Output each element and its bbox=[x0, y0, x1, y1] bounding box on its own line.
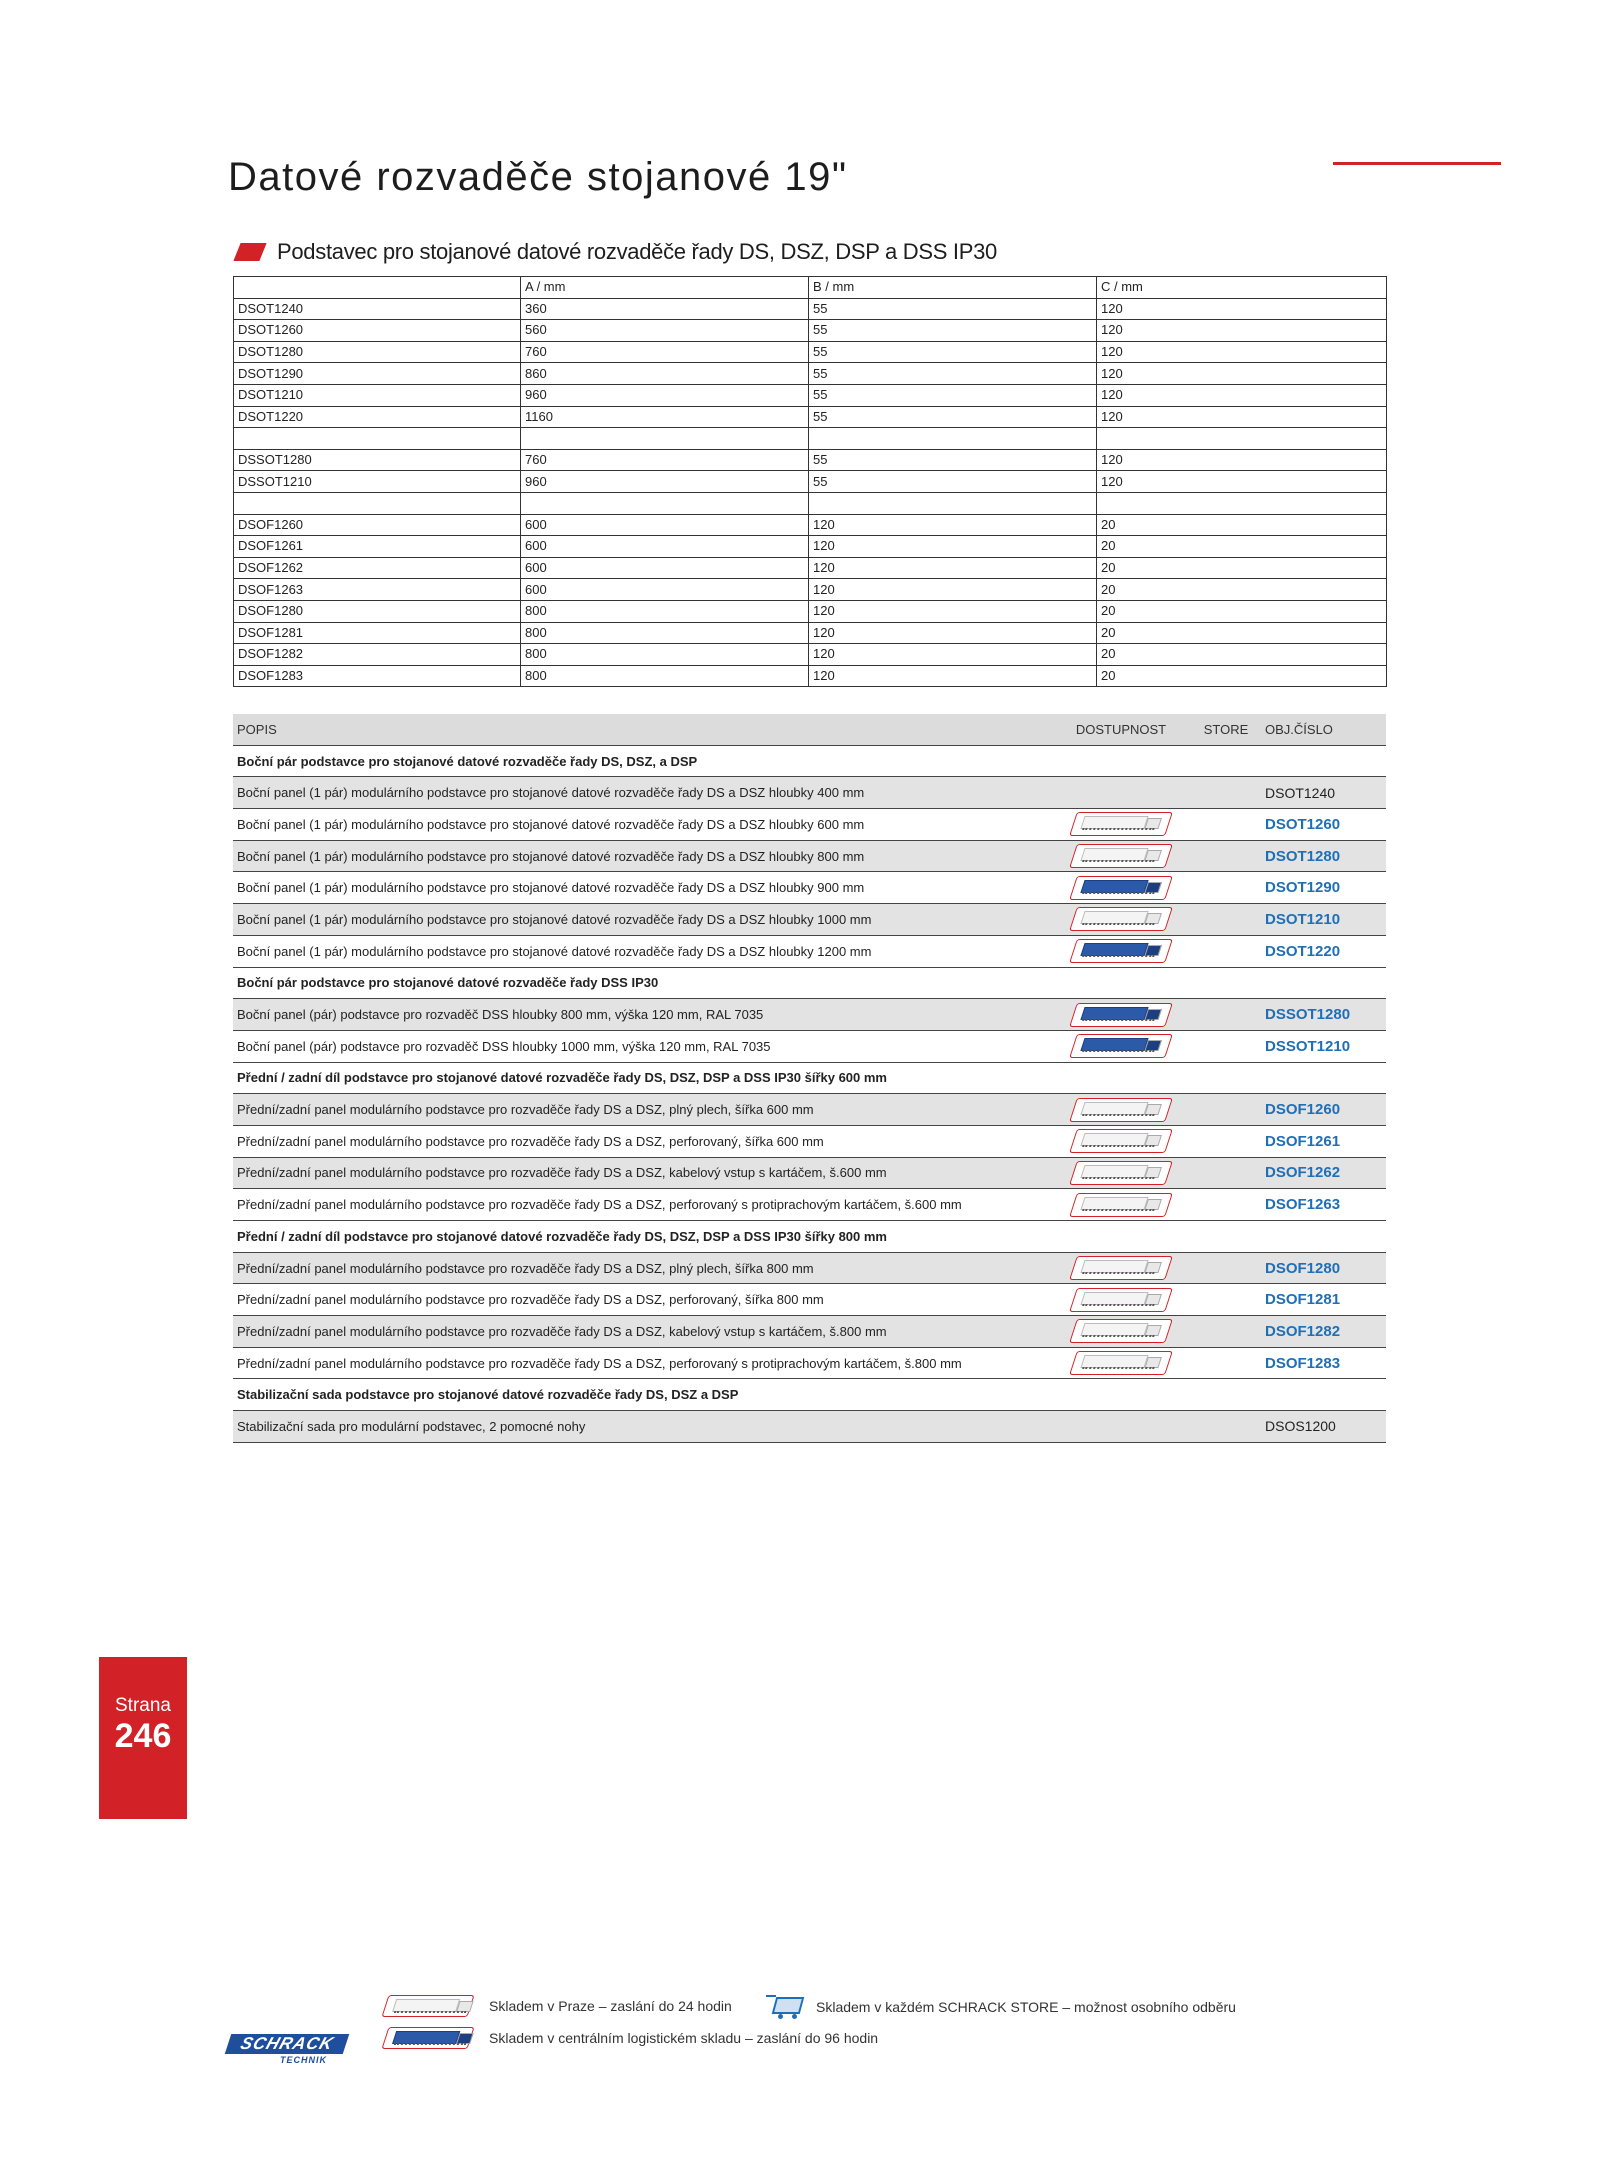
order-code-link[interactable]: DSOF1280 bbox=[1261, 1252, 1386, 1284]
dims-cell: 120 bbox=[809, 536, 1097, 558]
dims-cell: DSOT1260 bbox=[234, 320, 521, 342]
product-row bbox=[233, 1157, 1386, 1189]
white-truck-icon bbox=[1069, 1351, 1173, 1375]
logo-subtitle: TECHNIK bbox=[280, 2055, 327, 2065]
dims-row bbox=[234, 492, 1387, 514]
availability-cell bbox=[1051, 935, 1191, 967]
store-cell bbox=[1191, 1284, 1261, 1316]
availability-cell bbox=[1051, 999, 1191, 1031]
store-cell bbox=[1191, 1094, 1261, 1126]
dims-cell: 55 bbox=[809, 298, 1097, 320]
dimensions-table bbox=[233, 276, 1387, 687]
store-cell bbox=[1191, 1316, 1261, 1348]
store-cell bbox=[1191, 1125, 1261, 1157]
store-cell bbox=[1191, 1030, 1261, 1062]
dims-cell: 20 bbox=[1097, 665, 1387, 687]
blue-truck-icon bbox=[1069, 1034, 1173, 1058]
white-truck-icon bbox=[1069, 1256, 1173, 1280]
store-cell bbox=[1191, 809, 1261, 841]
dims-cell: 800 bbox=[521, 644, 809, 666]
product-row bbox=[233, 1252, 1386, 1284]
page-number-tab bbox=[99, 1657, 187, 1819]
dims-cell: 20 bbox=[1097, 579, 1387, 601]
store-cell bbox=[1191, 1157, 1261, 1189]
white-truck-icon bbox=[1069, 1161, 1173, 1185]
dims-cell: DSOF1263 bbox=[234, 579, 521, 601]
blue-truck-icon bbox=[1069, 939, 1173, 963]
dims-cell: DSOF1282 bbox=[234, 644, 521, 666]
dims-cell: 120 bbox=[809, 600, 1097, 622]
product-description: Přední/zadní panel modulárního podstavce pro rozvaděče řady DS a DSZ, kabelový vstup s kartáčem, š.800 mm bbox=[233, 1316, 1051, 1348]
order-code-link[interactable]: DSOF1283 bbox=[1261, 1347, 1386, 1379]
dims-cell: 800 bbox=[521, 622, 809, 644]
red-marker-icon bbox=[233, 243, 266, 261]
dims-cell: 120 bbox=[1097, 471, 1387, 493]
order-code-link[interactable]: DSOF1262 bbox=[1261, 1157, 1386, 1189]
schrack-logo bbox=[228, 2034, 348, 2064]
page-title: Datové rozvaděče stojanové 19" bbox=[228, 154, 848, 199]
dims-cell: 800 bbox=[521, 600, 809, 622]
availability-cell bbox=[1051, 1125, 1191, 1157]
dims-cell: 600 bbox=[521, 514, 809, 536]
availability-cell bbox=[1051, 1157, 1191, 1189]
availability-cell bbox=[1051, 777, 1191, 809]
dims-cell: DSOT1290 bbox=[234, 363, 521, 385]
group-heading: Přední / zadní díl podstavce pro stojanové datové rozvaděče řady DS, DSZ, DSP a DSS IP30 šířky 600 mm bbox=[233, 1062, 1386, 1094]
header-store: STORE bbox=[1191, 714, 1261, 745]
white-truck-icon bbox=[1069, 844, 1173, 868]
dims-cell: DSSOT1280 bbox=[234, 449, 521, 471]
dims-cell bbox=[1097, 428, 1387, 450]
product-description: Boční panel (1 pár) modulárního podstavce pro stojanové datové rozvaděče řady DS a DSZ hloubky 400 mm bbox=[233, 777, 1051, 809]
product-row bbox=[233, 935, 1386, 967]
white-truck-icon bbox=[381, 1995, 474, 2017]
white-truck-icon bbox=[1069, 1098, 1173, 1122]
dims-cell: 120 bbox=[809, 622, 1097, 644]
dims-cell: 1160 bbox=[521, 406, 809, 428]
dims-cell: DSOF1283 bbox=[234, 665, 521, 687]
dims-cell: 55 bbox=[809, 406, 1097, 428]
dims-cell: 860 bbox=[521, 363, 809, 385]
dims-cell bbox=[234, 428, 521, 450]
dims-cell: 960 bbox=[521, 384, 809, 406]
availability-cell bbox=[1051, 904, 1191, 936]
dims-cell: 20 bbox=[1097, 557, 1387, 579]
shopping-cart-icon bbox=[766, 1995, 804, 2019]
dims-row bbox=[234, 341, 1387, 363]
dims-cell: 55 bbox=[809, 471, 1097, 493]
legend-prague-text: Skladem v Praze – zaslání do 24 hodin bbox=[489, 1998, 732, 2014]
product-row bbox=[233, 1030, 1386, 1062]
product-row bbox=[233, 904, 1386, 936]
dims-header-row bbox=[234, 277, 1387, 299]
dims-row bbox=[234, 428, 1387, 450]
product-row bbox=[233, 872, 1386, 904]
availability-cell bbox=[1051, 1252, 1191, 1284]
dims-cell: DSOT1240 bbox=[234, 298, 521, 320]
dims-header-cell: A / mm bbox=[521, 277, 809, 299]
dims-cell: DSOF1280 bbox=[234, 600, 521, 622]
dims-cell: 600 bbox=[521, 536, 809, 558]
dims-row bbox=[234, 536, 1387, 558]
product-description: Boční panel (1 pár) modulárního podstavce pro stojanové datové rozvaděče řady DS a DSZ hloubky 800 mm bbox=[233, 840, 1051, 872]
dims-row bbox=[234, 449, 1387, 471]
dims-cell: DSOF1281 bbox=[234, 622, 521, 644]
store-cell bbox=[1191, 777, 1261, 809]
order-code-link[interactable]: DSSOT1280 bbox=[1261, 999, 1386, 1031]
dims-row bbox=[234, 600, 1387, 622]
group-heading-row bbox=[233, 967, 1386, 999]
white-truck-icon bbox=[1069, 1288, 1173, 1312]
order-code-link[interactable]: DSOT1220 bbox=[1261, 935, 1386, 967]
dims-cell bbox=[521, 492, 809, 514]
order-code-link[interactable]: DSOF1260 bbox=[1261, 1094, 1386, 1126]
dims-cell bbox=[234, 492, 521, 514]
logo-wordmark: SCHRACK bbox=[225, 2034, 349, 2054]
group-heading: Přední / zadní díl podstavce pro stojanové datové rozvaděče řady DS, DSZ, DSP a DSS IP30 šířky 800 mm bbox=[233, 1221, 1386, 1253]
product-description: Boční panel (1 pár) modulárního podstavce pro stojanové datové rozvaděče řady DS a DSZ hloubky 600 mm bbox=[233, 809, 1051, 841]
dims-cell: DSOT1280 bbox=[234, 341, 521, 363]
dims-header-cell bbox=[234, 277, 521, 299]
dims-cell: DSSOT1210 bbox=[234, 471, 521, 493]
dims-cell: 600 bbox=[521, 579, 809, 601]
dims-cell: 20 bbox=[1097, 536, 1387, 558]
order-code-link[interactable]: DSOF1263 bbox=[1261, 1189, 1386, 1221]
dims-cell: 55 bbox=[809, 363, 1097, 385]
dims-cell: 120 bbox=[1097, 449, 1387, 471]
dims-cell: 360 bbox=[521, 298, 809, 320]
dims-cell: 960 bbox=[521, 471, 809, 493]
white-truck-icon bbox=[1069, 1129, 1173, 1153]
dims-header-cell: C / mm bbox=[1097, 277, 1387, 299]
dims-cell: 760 bbox=[521, 449, 809, 471]
store-cell bbox=[1191, 1411, 1261, 1443]
product-row bbox=[233, 1094, 1386, 1126]
dims-cell: 120 bbox=[1097, 406, 1387, 428]
dims-cell: DSOF1260 bbox=[234, 514, 521, 536]
order-code-link[interactable]: DSOT1280 bbox=[1261, 840, 1386, 872]
product-description: Přední/zadní panel modulárního podstavce pro rozvaděče řady DS a DSZ, plný plech, šířka 800 mm bbox=[233, 1252, 1051, 1284]
dims-cell: 120 bbox=[809, 514, 1097, 536]
order-code-link[interactable]: DSOF1261 bbox=[1261, 1125, 1386, 1157]
title-rule bbox=[1333, 162, 1501, 165]
page-number: 246 bbox=[114, 1717, 172, 1755]
store-cell bbox=[1191, 1189, 1261, 1221]
dims-row bbox=[234, 320, 1387, 342]
section-heading bbox=[233, 237, 997, 267]
availability-cell bbox=[1051, 1094, 1191, 1126]
product-row bbox=[233, 1189, 1386, 1221]
dims-cell: DSOT1220 bbox=[234, 406, 521, 428]
dims-cell bbox=[809, 492, 1097, 514]
availability-cell bbox=[1051, 1284, 1191, 1316]
availability-cell bbox=[1051, 1347, 1191, 1379]
group-heading-row bbox=[233, 1221, 1386, 1253]
group-heading-row bbox=[233, 1379, 1386, 1411]
product-row bbox=[233, 809, 1386, 841]
dims-cell: 20 bbox=[1097, 514, 1387, 536]
legend-central-text: Skladem v centrálním logistickém skladu – zaslání do 96 hodin bbox=[489, 2030, 879, 2046]
dims-cell: 760 bbox=[521, 341, 809, 363]
product-row bbox=[233, 840, 1386, 872]
dims-cell: 120 bbox=[1097, 384, 1387, 406]
order-code-link[interactable]: DSOT1210 bbox=[1261, 904, 1386, 936]
white-truck-icon bbox=[1069, 1319, 1173, 1343]
product-description: Boční panel (1 pár) modulárního podstavce pro stojanové datové rozvaděče řady DS a DSZ hloubky 900 mm bbox=[233, 872, 1051, 904]
dims-cell: DSOF1261 bbox=[234, 536, 521, 558]
dims-cell bbox=[1097, 492, 1387, 514]
order-code-link[interactable]: DSOF1282 bbox=[1261, 1316, 1386, 1348]
product-description: Boční panel (1 pár) modulárního podstavce pro stojanové datové rozvaděče řady DS a DSZ hloubky 1200 mm bbox=[233, 935, 1051, 967]
dims-cell: 55 bbox=[809, 449, 1097, 471]
product-description: Stabilizační sada pro modulární podstavec, 2 pomocné nohy bbox=[233, 1411, 1051, 1443]
order-code: DSOS1200 bbox=[1261, 1411, 1386, 1443]
blue-truck-icon bbox=[1069, 876, 1173, 900]
legend-central bbox=[385, 2027, 878, 2049]
availability-cell bbox=[1051, 1030, 1191, 1062]
availability-cell bbox=[1051, 872, 1191, 904]
store-cell bbox=[1191, 1252, 1261, 1284]
store-cell bbox=[1191, 872, 1261, 904]
store-cell bbox=[1191, 999, 1261, 1031]
dims-cell: 20 bbox=[1097, 644, 1387, 666]
dims-row bbox=[234, 622, 1387, 644]
dims-cell: 120 bbox=[809, 557, 1097, 579]
header-popis: POPIS bbox=[233, 714, 1051, 745]
store-cell bbox=[1191, 1347, 1261, 1379]
order-code-link[interactable]: DSOT1290 bbox=[1261, 872, 1386, 904]
product-row bbox=[233, 777, 1386, 809]
dims-row bbox=[234, 363, 1387, 385]
product-row bbox=[233, 1125, 1386, 1157]
dims-row bbox=[234, 406, 1387, 428]
availability-cell bbox=[1051, 1411, 1191, 1443]
dims-header-cell: B / mm bbox=[809, 277, 1097, 299]
dims-cell bbox=[809, 428, 1097, 450]
product-description: Přední/zadní panel modulárního podstavce pro rozvaděče řady DS a DSZ, perforovaný s protiprachovým kartáčem, š.800 mm bbox=[233, 1347, 1051, 1379]
dims-cell: 120 bbox=[809, 665, 1097, 687]
legend-prague bbox=[385, 1995, 732, 2017]
dims-row bbox=[234, 298, 1387, 320]
product-description: Boční panel (pár) podstavce pro rozvaděč DSS hloubky 800 mm, výška 120 mm, RAL 7035 bbox=[233, 999, 1051, 1031]
dims-row bbox=[234, 644, 1387, 666]
dims-row bbox=[234, 514, 1387, 536]
dims-row bbox=[234, 665, 1387, 687]
product-description: Boční panel (pár) podstavce pro rozvaděč DSS hloubky 1000 mm, výška 120 mm, RAL 7035 bbox=[233, 1030, 1051, 1062]
dims-cell: 120 bbox=[809, 579, 1097, 601]
dims-cell: 120 bbox=[1097, 363, 1387, 385]
dims-cell: 560 bbox=[521, 320, 809, 342]
dims-cell: 55 bbox=[809, 384, 1097, 406]
dims-cell: 120 bbox=[809, 644, 1097, 666]
availability-cell bbox=[1051, 1189, 1191, 1221]
product-row bbox=[233, 1411, 1386, 1443]
dims-cell: 55 bbox=[809, 341, 1097, 363]
legend-store-text: Skladem v každém SCHRACK STORE – možnost osobního odběru bbox=[816, 1999, 1236, 2015]
page-label: Strana bbox=[115, 1695, 171, 1716]
group-heading-row bbox=[233, 1062, 1386, 1094]
dims-row bbox=[234, 384, 1387, 406]
dims-cell: 120 bbox=[1097, 320, 1387, 342]
dims-cell: DSOF1262 bbox=[234, 557, 521, 579]
availability-cell bbox=[1051, 809, 1191, 841]
dims-cell: 55 bbox=[809, 320, 1097, 342]
product-row bbox=[233, 1316, 1386, 1348]
dims-row bbox=[234, 557, 1387, 579]
dims-cell: DSOT1210 bbox=[234, 384, 521, 406]
group-heading-row bbox=[233, 745, 1386, 777]
order-code-link[interactable]: DSOT1260 bbox=[1261, 809, 1386, 841]
dims-cell bbox=[521, 428, 809, 450]
product-row bbox=[233, 1284, 1386, 1316]
legend-store bbox=[766, 1995, 1236, 2019]
products-table bbox=[233, 714, 1386, 1443]
product-description: Přední/zadní panel modulárního podstavce pro rozvaděče řady DS a DSZ, perforovaný, šířka 800 mm bbox=[233, 1284, 1051, 1316]
white-truck-icon bbox=[1069, 907, 1173, 931]
product-description: Boční panel (1 pár) modulárního podstavce pro stojanové datové rozvaděče řady DS a DSZ hloubky 1000 mm bbox=[233, 904, 1051, 936]
dims-cell: 800 bbox=[521, 665, 809, 687]
header-obj-cislo: OBJ.ČÍSLO bbox=[1261, 714, 1386, 745]
product-row bbox=[233, 1347, 1386, 1379]
product-row bbox=[233, 999, 1386, 1031]
blue-truck-icon bbox=[381, 2027, 474, 2049]
group-heading: Boční pár podstavce pro stojanové datové rozvaděče řady DSS IP30 bbox=[233, 967, 1386, 999]
product-description: Přední/zadní panel modulárního podstavce pro rozvaděče řady DS a DSZ, perforovaný s protiprachovým kartáčem, š.600 mm bbox=[233, 1189, 1051, 1221]
product-description: Přední/zadní panel modulárního podstavce pro rozvaděče řady DS a DSZ, plný plech, šířka 600 mm bbox=[233, 1094, 1051, 1126]
dims-cell: 600 bbox=[521, 557, 809, 579]
dims-row bbox=[234, 579, 1387, 601]
blue-truck-icon bbox=[1069, 1003, 1173, 1027]
product-description: Přední/zadní panel modulárního podstavce pro rozvaděče řady DS a DSZ, kabelový vstup s kartáčem, š.600 mm bbox=[233, 1157, 1051, 1189]
white-truck-icon bbox=[1069, 812, 1173, 836]
order-code-link[interactable]: DSSOT1210 bbox=[1261, 1030, 1386, 1062]
store-cell bbox=[1191, 904, 1261, 936]
dims-cell: 20 bbox=[1097, 600, 1387, 622]
availability-cell bbox=[1051, 840, 1191, 872]
product-description: Přední/zadní panel modulárního podstavce pro rozvaděče řady DS a DSZ, perforovaný, šířka 600 mm bbox=[233, 1125, 1051, 1157]
white-truck-icon bbox=[1069, 1193, 1173, 1217]
section-title: Podstavec pro stojanové datové rozvaděče řady DS, DSZ, DSP a DSS IP30 bbox=[277, 239, 997, 264]
group-heading: Stabilizační sada podstavce pro stojanové datové rozvaděče řady DS, DSZ a DSP bbox=[233, 1379, 1386, 1411]
store-cell bbox=[1191, 840, 1261, 872]
store-cell bbox=[1191, 935, 1261, 967]
order-code: DSOT1240 bbox=[1261, 777, 1386, 809]
dims-cell: 120 bbox=[1097, 341, 1387, 363]
dims-cell: 20 bbox=[1097, 622, 1387, 644]
dims-row bbox=[234, 471, 1387, 493]
dims-cell: 120 bbox=[1097, 298, 1387, 320]
group-heading: Boční pár podstavce pro stojanové datové rozvaděče řady DS, DSZ, a DSP bbox=[233, 745, 1386, 777]
order-code-link[interactable]: DSOF1281 bbox=[1261, 1284, 1386, 1316]
header-dostupnost: DOSTUPNOST bbox=[1051, 714, 1191, 745]
products-header-row bbox=[233, 714, 1386, 745]
availability-cell bbox=[1051, 1316, 1191, 1348]
